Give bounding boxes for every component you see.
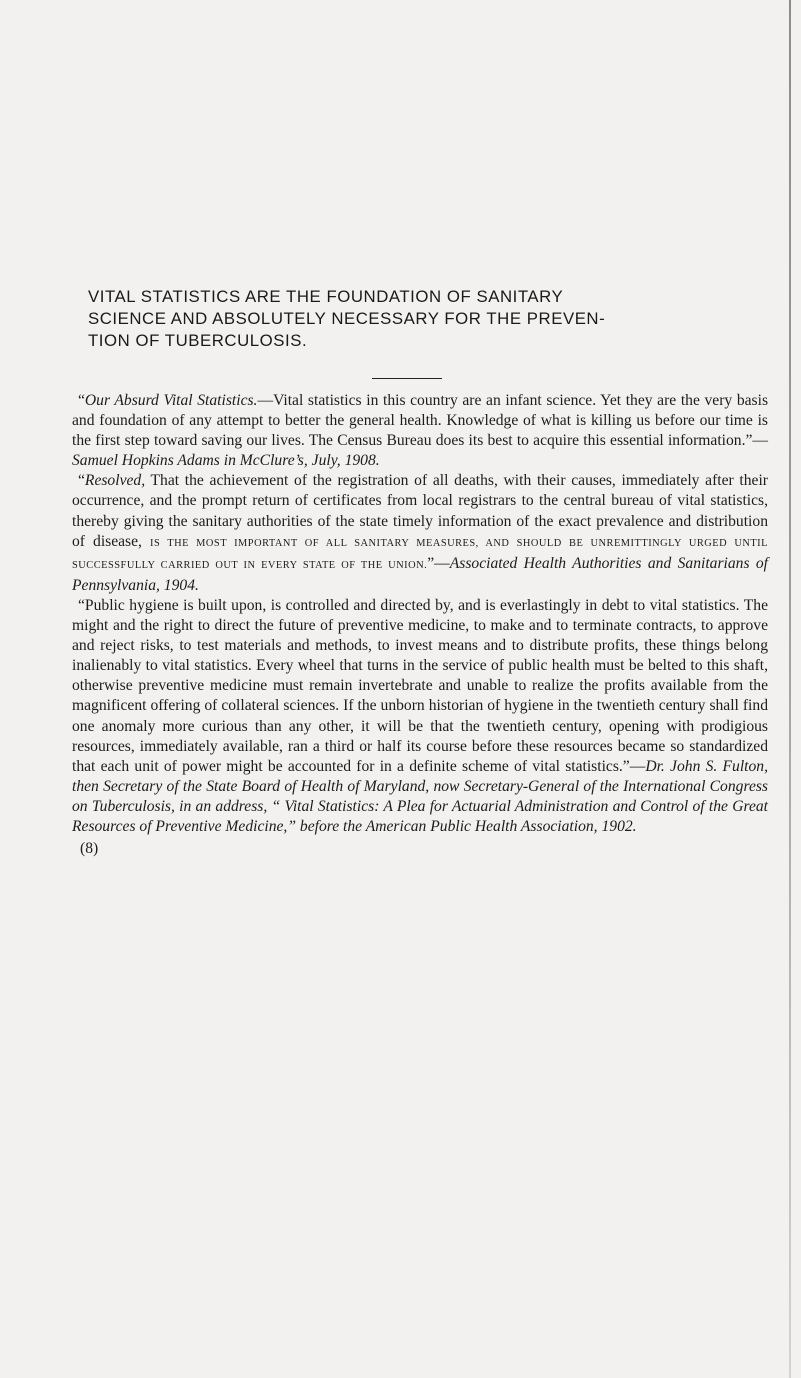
quote1-open-mark: “ [78, 392, 85, 409]
quote1-title: Our Absurd Vital Statistics. [84, 392, 258, 409]
quote3-text: “Public hygiene is built upon, is controlled and directed by, and is everlastingly in debt to vital statistics. The might and the right to direct the future of preventive medicine, to make and to terminate contracts, to approve and reject risks, to test materials and methods, to invest means and to distribute profits, these things belong inalienably to vital statistics. Every wheel that turns in the service of public health must be belted to this shaft, otherwise preventive medicine must remain invertebrate and unable to realize the profits available from the magnificent offering of collateral sciences. If the unborn historian of hygiene in the twentieth century shall find one anomaly more curious than any other, it will be that the twentieth century, opening with prodigious resources, immediately available, ran a third or half its course before these resources became so standardized that each unit of power might be accounted for in a definite scheme of vital statistics.”— [72, 596, 768, 775]
quote2-close-mark: ”— [427, 554, 450, 572]
quote1-text: —Vital statistics in this country are an infant science. Yet they are the very basis and foundation of any attempt to better the general health. Knowledge of what is killing us before our time is the first step toward saving our lives. The Census Bureau does its best to acquire this essential information.”— [72, 392, 769, 450]
quote1-source: Samuel Hopkins Adams in McClure’s, July, 1908. [72, 452, 380, 470]
quote3-source: Dr. John S. Fulton, then Secretary of the State Board of Health of Maryland, now Secretary-General of the International Congress on Tuberculosis, in an address, “ Vital Statistics: A Plea for Actuarial Administration and Control of the Great Resources of Preventive Medicine,” before the American Public Health Association, 1902. [72, 757, 768, 835]
page-edge-line [789, 0, 791, 1378]
heading-line-1: VITAL STATISTICS ARE THE FOUNDATION OF SANITARY [88, 287, 564, 306]
quote-absurd-vital-statistics [72, 391, 768, 471]
quote-public-hygiene [72, 596, 768, 837]
quote2-open-mark: “ [78, 472, 85, 490]
quote2-emphasis: IS THE MOST IMPORTANT OF ALL SANITARY MEASURES, AND SHOULD BE UNREMITTINGLY URGED UNTIL SUCCESSFULLY CARRIED OUT IN EVERY STATE OF THE UNION. [72, 537, 768, 571]
document-body [72, 391, 768, 859]
quote2-title: Resolved, [84, 472, 146, 490]
quote2-source: Associated Health Authorities and Sanitarians of Pennsylvania, 1904. [72, 554, 769, 594]
heading-divider [372, 378, 442, 379]
chapter-heading [88, 286, 768, 352]
heading-line-3: TION OF TUBERCULOSIS. [88, 331, 308, 350]
heading-line-2: SCIENCE AND ABSOLUTELY NECESSARY FOR THE PREVEN- [88, 309, 606, 328]
quote2-text: That the achievement of the registration of all deaths, with their causes, immediately after their occurrence, and the prompt return of certificates from local registrars to the central bureau of vital statistics, thereby giving the sanitary authorities of the state timely information of the exact prevalence and distribution of disease, [72, 472, 768, 550]
document-page [72, 286, 768, 859]
page-number: (8) [80, 840, 99, 858]
quote-resolved [72, 471, 768, 596]
